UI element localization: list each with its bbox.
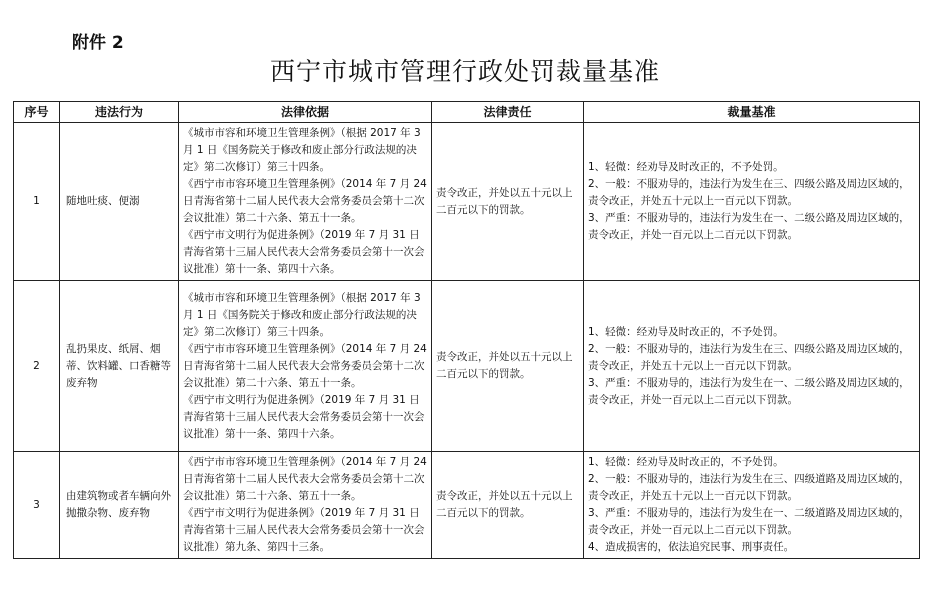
row-violation: 乱扔果皮、纸屑、烟蒂、饮料罐、口香糖等废弃物	[60, 281, 179, 452]
table-header-row	[14, 102, 920, 123]
standard-item: 3、严重：不服劝导的，违法行为发生在一、二级道路及周边区域的，责令改正，并处一百元以上二百元以下罚款。	[588, 507, 910, 536]
legal-basis-item: 《西宁市市容环境卫生管理条例》（2014 年 7 月 24 日青海省第十二届人民代表大会常务委员会第十二次会议批准）第二十六条、第五十一条。	[183, 342, 427, 389]
table-row	[14, 281, 920, 452]
row-standards	[584, 281, 920, 452]
standard-item: 4、造成损害的，依法追究民事、刑事责任。	[588, 541, 795, 553]
row-responsibility: 责令改正，并处以五十元以上二百元以下的罚款。	[432, 452, 584, 559]
row-legal-basis	[179, 281, 432, 452]
attachment-label: 附件 2	[72, 33, 124, 53]
column-header-responsibility: 法律责任	[432, 102, 584, 123]
standard-item: 3、严重：不服劝导的，违法行为发生在一、二级公路及周边区域的，责令改正，并处一百元以上二百元以下罚款。	[588, 212, 910, 241]
standard-item: 1、轻微：经劝导及时改正的，不予处罚。	[588, 161, 784, 173]
row-index: 1	[14, 123, 60, 281]
legal-basis-item: 《城市市容和环境卫生管理条例》（根据 2017 年 3 月 1 日《国务院关于修改和废止部分行政法规的决定》第二次修订）第三十四条。	[183, 291, 421, 338]
column-header-standards: 裁量基准	[584, 102, 920, 123]
standard-item: 2、一般：不服劝导的，违法行为发生在三、四级道路及周边区域的，责令改正，并处五十元以上一百元以下罚款。	[588, 473, 910, 502]
standard-item: 1、轻微：经劝导及时改正的，不予处罚。	[588, 456, 784, 468]
table-row	[14, 123, 920, 281]
legal-basis-item: 《城市市容和环境卫生管理条例》（根据 2017 年 3 月 1 日《国务院关于修改和废止部分行政法规的决定》第二次修订）第三十四条。	[183, 127, 421, 173]
standard-item: 1、轻微：经劝导及时改正的，不予处罚。	[588, 325, 784, 338]
row-legal-basis	[179, 452, 432, 559]
table-row	[14, 452, 920, 559]
column-header-law: 法律依据	[179, 102, 432, 123]
column-header-act: 违法行为	[60, 102, 179, 123]
legal-basis-item: 《西宁市市容环境卫生管理条例》（2014 年 7 月 24 日青海省第十二届人民代表大会常务委员会第十二次会议批准）第二十六条、第五十一条。	[183, 456, 427, 502]
legal-basis-item: 《西宁市市容环境卫生管理条例》（2014 年 7 月 24 日青海省第十二届人民代表大会常务委员会第十二次会议批准）第二十六条、第五十一条。	[183, 178, 427, 224]
legal-basis-item: 《西宁市文明行为促进条例》（2019 年 7 月 31 日青海省第十三届人民代表大会常务委员会第十一次会议批准）第十一条、第四十六条。	[183, 393, 425, 440]
column-header-index: 序号	[14, 102, 60, 123]
standard-item: 3、严重：不服劝导的，违法行为发生在一、二级公路及周边区域的，责令改正，并处一百元以上二百元以下罚款。	[588, 376, 910, 406]
standard-item: 2、一般：不服劝导的，违法行为发生在三、四级公路及周边区域的，责令改正，并处五十元以上一百元以下罚款。	[588, 342, 910, 372]
standard-item: 2、一般：不服劝导的，违法行为发生在三、四级公路及周边区域的，责令改正，并处五十元以上一百元以下罚款。	[588, 178, 910, 207]
row-violation: 由建筑物或者车辆向外抛撒杂物、废弃物	[60, 452, 179, 559]
penalty-standards-table	[13, 101, 920, 559]
row-index: 3	[14, 452, 60, 559]
row-violation: 随地吐痰、便溺	[60, 123, 179, 281]
legal-basis-item: 《西宁市文明行为促进条例》（2019 年 7 月 31 日青海省第十三届人民代表大会常务委员会第十一次会议批准）第十一条、第四十六条。	[183, 229, 425, 275]
row-legal-basis	[179, 123, 432, 281]
row-index: 2	[14, 281, 60, 452]
row-standards	[584, 452, 920, 559]
row-standards	[584, 123, 920, 281]
page-title: 西宁市城市管理行政处罚裁量基准	[269, 57, 660, 86]
row-responsibility: 责令改正，并处以五十元以上二百元以下的罚款。	[432, 123, 584, 281]
row-responsibility: 责令改正，并处以五十元以上二百元以下的罚款。	[432, 281, 584, 452]
legal-basis-item: 《西宁市文明行为促进条例》（2019 年 7 月 31 日青海省第十三届人民代表大会常务委员会第十一次会议批准）第九条、第四十三条。	[183, 507, 425, 553]
